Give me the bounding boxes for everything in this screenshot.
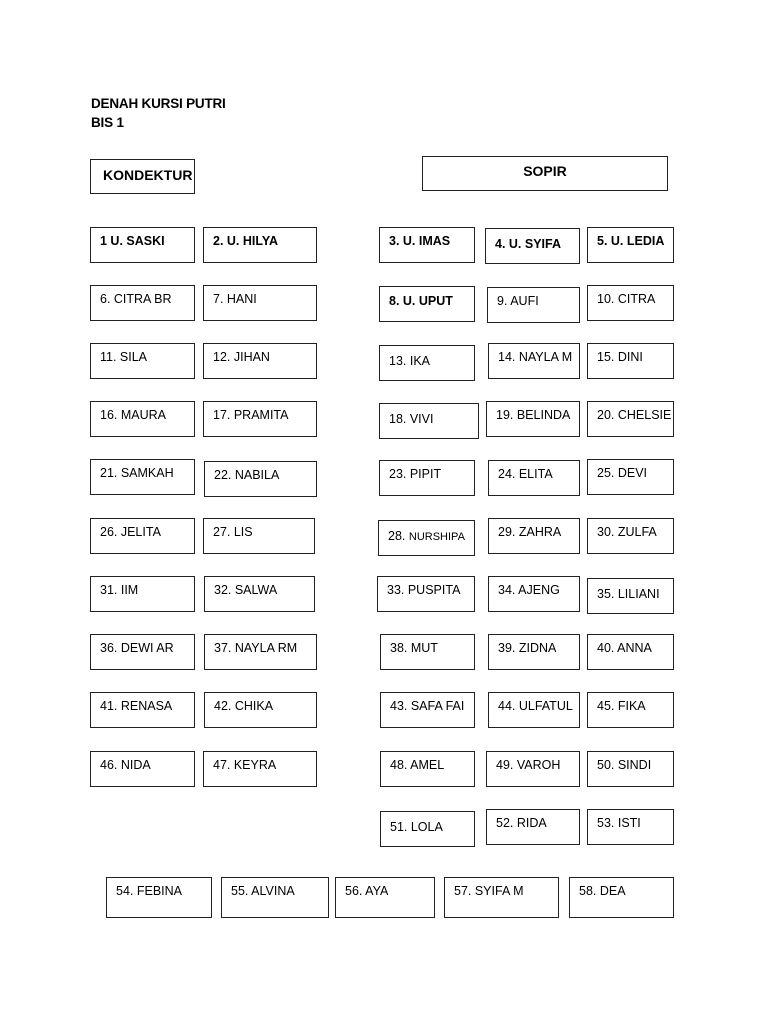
seat-36: 36. DEWI AR bbox=[90, 634, 195, 670]
seat-27: 27. LIS bbox=[203, 518, 315, 554]
seat-55: 55. ALVINA bbox=[221, 877, 329, 918]
seat-44: 44. ULFATUL bbox=[488, 692, 580, 728]
seat-51: 51. LOLA bbox=[380, 811, 475, 847]
seat-30: 30. ZULFA bbox=[587, 518, 674, 554]
title-line-2: BIS 1 bbox=[91, 115, 124, 130]
seat-43: 43. SAFA FAI bbox=[380, 692, 475, 728]
seat-13: 13. IKA bbox=[379, 345, 475, 381]
seat-6: 6. CITRA BR bbox=[90, 285, 195, 321]
seat-32: 32. SALWA bbox=[204, 576, 315, 612]
seat-42: 42. CHIKA bbox=[204, 692, 317, 728]
seat-9: 9. AUFI bbox=[487, 287, 580, 323]
seat-35: 35. LILIANI bbox=[587, 578, 674, 614]
seat-4: 4. U. SYIFA bbox=[485, 228, 580, 264]
seat-18: 18. VIVI bbox=[379, 403, 479, 439]
seat-48: 48. AMEL bbox=[380, 751, 475, 787]
seat-24: 24. ELITA bbox=[488, 460, 580, 496]
seat-7: 7. HANI bbox=[203, 285, 317, 321]
seat-50: 50. SINDI bbox=[587, 751, 674, 787]
seat-21: 21. SAMKAH bbox=[90, 459, 195, 495]
seat-14: 14. NAYLA M bbox=[488, 343, 580, 379]
seat-34: 34. AJENG bbox=[488, 576, 580, 612]
seat-58: 58. DEA bbox=[569, 877, 674, 918]
seat-25: 25. DEVI bbox=[587, 459, 674, 495]
seat-3: 3. U. IMAS bbox=[379, 227, 475, 263]
seat-49: 49. VAROH bbox=[486, 751, 580, 787]
seat-28-name: NURSHIPA bbox=[408, 531, 465, 543]
seat-38: 38. MUT bbox=[380, 634, 475, 670]
seat-29: 29. ZAHRA bbox=[488, 518, 580, 554]
seat-54: 54. FEBINA bbox=[106, 877, 212, 918]
seat-37: 37. NAYLA RM bbox=[204, 634, 317, 670]
seat-19: 19. BELINDA bbox=[486, 401, 580, 437]
seat-16: 16. MAURA bbox=[90, 401, 195, 437]
seat-26: 26. JELITA bbox=[90, 518, 195, 554]
seat-28 bbox=[378, 520, 475, 556]
seat-46: 46. NIDA bbox=[90, 751, 195, 787]
seat-1: 1 U. SASKI bbox=[90, 227, 195, 263]
seat-8: 8. U. UPUT bbox=[379, 286, 475, 322]
seat-5: 5. U. LEDIA bbox=[587, 227, 674, 263]
seat-22: 22. NABILA bbox=[204, 461, 317, 497]
seat-15: 15. DINI bbox=[587, 343, 674, 379]
seat-56: 56. AYA bbox=[335, 877, 435, 918]
seat-11: 11. SILA bbox=[90, 343, 195, 379]
seat-53: 53. ISTI bbox=[587, 809, 674, 845]
kondektur-box: KONDEKTUR bbox=[90, 159, 195, 194]
seat-47: 47. KEYRA bbox=[203, 751, 317, 787]
seat-31: 31. IIM bbox=[90, 576, 195, 612]
seat-57: 57. SYIFA M bbox=[444, 877, 559, 918]
seat-17: 17. PRAMITA bbox=[203, 401, 317, 437]
title-line-1: DENAH KURSI PUTRI bbox=[91, 96, 226, 111]
seat-28-number: 28. bbox=[388, 529, 406, 543]
seat-33: 33. PUSPITA bbox=[377, 576, 475, 612]
seat-52: 52. RIDA bbox=[486, 809, 580, 845]
seat-20: 20. CHELSIE bbox=[587, 401, 674, 437]
seat-2: 2. U. HILYA bbox=[203, 227, 317, 263]
seat-40: 40. ANNA bbox=[587, 634, 674, 670]
page-title bbox=[91, 94, 226, 132]
sopir-box: SOPIR bbox=[422, 156, 668, 191]
seat-41: 41. RENASA bbox=[90, 692, 195, 728]
seat-45: 45. FIKA bbox=[587, 692, 674, 728]
seat-39: 39. ZIDNA bbox=[488, 634, 580, 670]
seat-12: 12. JIHAN bbox=[203, 343, 317, 379]
seat-10: 10. CITRA bbox=[587, 285, 674, 321]
seat-23: 23. PIPIT bbox=[379, 460, 475, 496]
